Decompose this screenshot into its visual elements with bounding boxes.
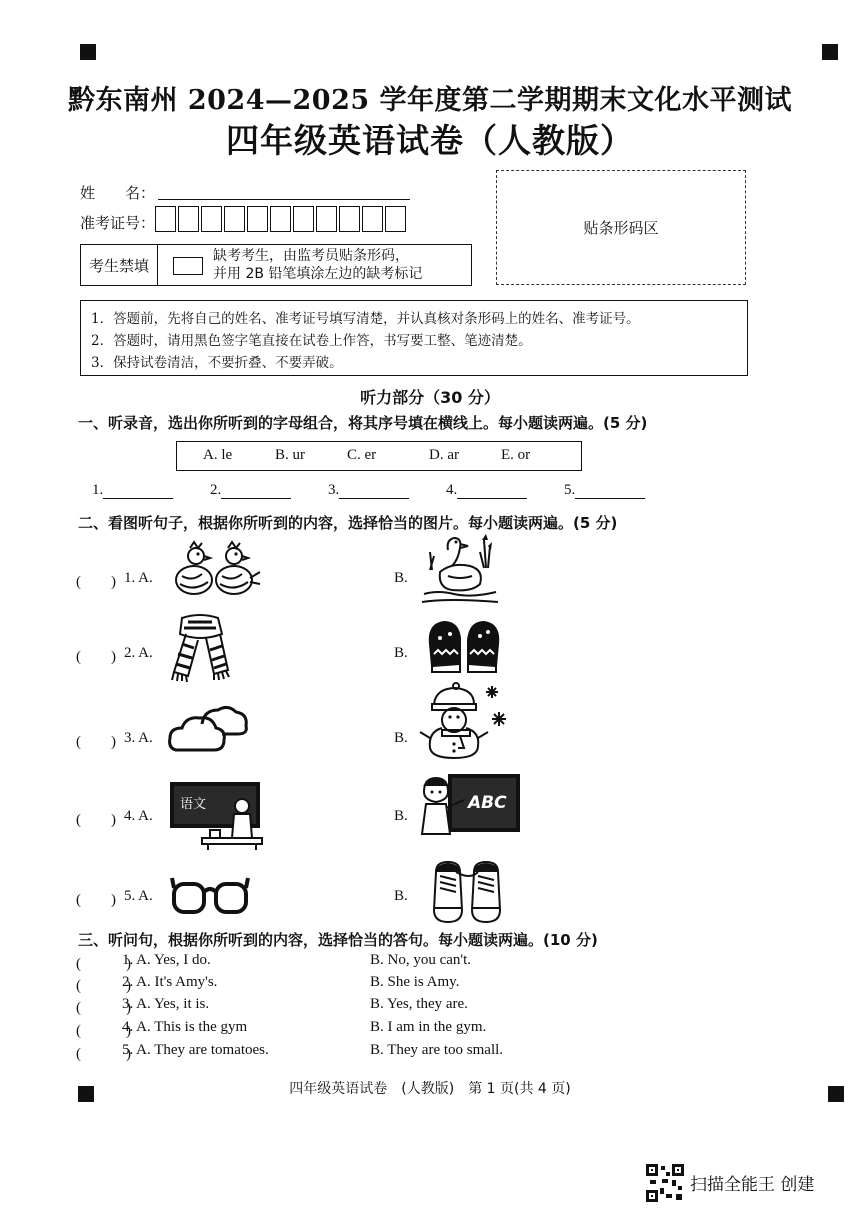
qr-code-icon [646,1164,684,1202]
option: B. ur [275,447,305,463]
part2-heading: 二、看图听句子，根据你所听到的内容，选择恰当的图片。每小题读两遍。(5 分) [78,514,618,532]
option-a: 4. A. This is the gym [122,1019,248,1035]
option-b-label: B. [394,730,408,746]
option-b-label: B. [394,808,408,824]
option-a: 3. A. Yes, it is. [122,996,210,1012]
option-b: B. I am in the gym. [370,1019,487,1035]
option-b-label: B. [394,888,408,904]
id-number-grid[interactable] [155,206,408,234]
answer-paren[interactable]: ( ) [76,812,116,828]
letter-options-box [176,441,582,471]
answer-paren[interactable]: ( ) [76,1023,131,1039]
goose-icon [418,532,502,608]
answer-blank[interactable]: 3. [328,482,409,499]
absence-mark-checkbox[interactable] [173,257,203,275]
registration-mark [822,44,838,60]
listening-section-title: 听力部分（30 分） [360,388,500,407]
answer-paren[interactable]: ( ) [76,649,116,665]
absence-box [80,244,472,286]
option-b: B. They are too small. [370,1042,504,1058]
forbid-instructions: 缺考考生，由监考员贴条形码， 并用 2B 铅笔填涂左边的缺考标记 [213,248,423,282]
exam-title: 黔东南州 2024—2025 学年度第二学期期末文化水平测试 [67,85,793,116]
mittens-icon [424,614,504,676]
hens-icon [170,538,262,602]
answer-blank[interactable]: 2. [210,482,291,499]
option: E. or [501,447,531,463]
id-label: 准考证号： [80,214,156,232]
page-footer: 四年级英语试卷 (人教版) 第 1 页(共 4 页) [289,1081,571,1097]
cloud-icon [166,702,250,754]
option-b: B. She is Amy. [370,974,460,990]
forbid-label: 考生禁填 [81,245,158,285]
option-a-label: 5. A. [124,888,153,904]
answer-paren[interactable]: ( ) [76,956,131,972]
answer-blank[interactable]: 4. [446,482,527,499]
board-text-english: ABC [468,793,507,813]
snowman-icon [418,682,510,760]
answer-blank[interactable]: 5. [564,482,645,499]
answer-paren[interactable]: ( ) [76,1000,131,1016]
scarf-icon [166,612,234,682]
instructions-box [80,300,748,376]
part3-heading: 三、听问句，根据你所听到的内容，选择恰当的答句。每小题读两遍。(10 分) [78,931,598,949]
name-field[interactable] [158,199,410,200]
registration-mark [80,44,96,60]
barcode-label: 贴条形码区 [583,219,659,237]
answer-paren[interactable]: ( ) [76,1046,131,1062]
option: D. ar [429,447,459,463]
part1-heading: 一、听录音，选出你所听到的字母组合，将其序号填在横线上。每小题读两遍。(5 分) [78,414,648,432]
scanner-watermark: 扫描全能王 创建 [690,1175,815,1195]
board-text-chinese: 语文 [180,797,207,812]
note-item: 3．保持试卷清洁，不要折叠、不要弄破。 [91,355,343,371]
paper-title: 四年级英语试卷（人教版） [226,121,634,160]
answer-paren[interactable]: ( ) [76,574,116,590]
answer-paren[interactable]: ( ) [76,978,131,994]
note-item: 1．答题前，先将自己的姓名、准考证号填写清楚，并认真核对条形码上的姓名、准考证号。 [91,311,640,327]
chinese-class-icon [168,778,264,852]
english-class-icon [418,770,522,842]
answer-paren[interactable]: ( ) [76,734,116,750]
option: C. er [347,447,377,463]
glasses-icon [170,872,250,918]
answer-blank[interactable]: 1. [92,482,173,499]
option-b: B. No, you can't. [370,952,472,968]
option-a-label: 1. A. [124,570,153,586]
answer-paren[interactable]: ( ) [76,892,116,908]
option-a-label: 3. A. [124,730,153,746]
option-a: 2. A. It's Amy's. [122,974,218,990]
option-a-label: 2. A. [124,645,153,661]
shoes-icon [430,860,506,924]
option-b-label: B. [394,570,408,586]
option-a: 5. A. They are tomatoes. [122,1042,269,1058]
option-b-label: B. [394,645,408,661]
option: A. le [203,447,233,463]
note-item: 2．答题时，请用黑色签字笔直接在试卷上作答，书写要工整、笔迹清楚。 [91,333,532,349]
name-label: 姓 名： [80,184,156,202]
option-b: B. Yes, they are. [370,996,468,1012]
option-a-label: 4. A. [124,808,153,824]
option-a: 1. A. Yes, I do. [122,952,211,968]
barcode-area [496,170,746,285]
